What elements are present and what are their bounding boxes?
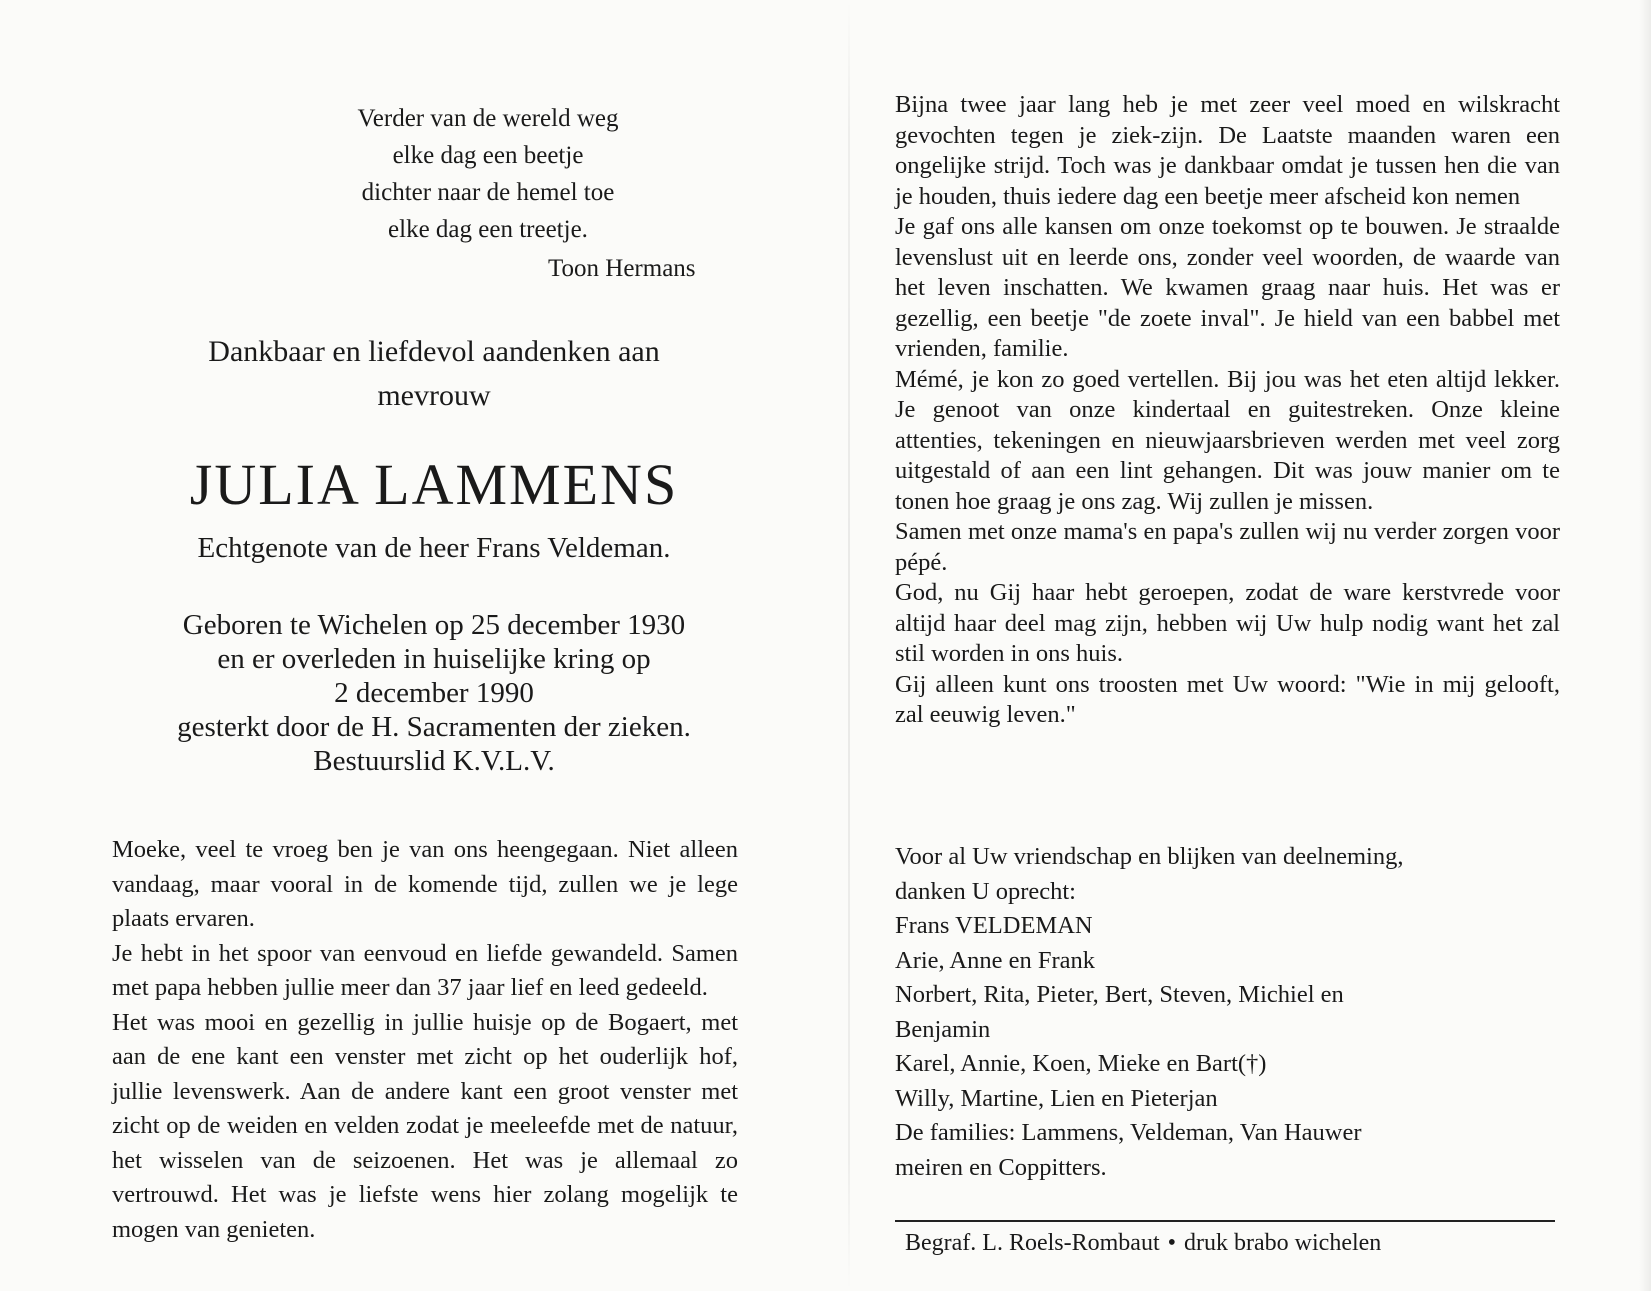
dedication-line: Dankbaar en liefdevol aandenken aan xyxy=(208,335,660,368)
paragraph: God, nu Gij haar hebt geroepen, zodat de ware kerstvrede voor altijd haar deel mag zijn, hebben wij Uw hulp nodig want het zal stil worden in ons huis. xyxy=(895,579,1560,667)
bio-line: 2 december 1990 xyxy=(334,677,534,709)
thanks-line: meiren en Coppitters. xyxy=(895,1153,1107,1181)
thanks-list xyxy=(895,840,1560,1185)
thanks-line: danken U oprecht: xyxy=(895,877,1076,905)
thanks-line: Karel, Annie, Koen, Mieke en Bart(†) xyxy=(895,1050,1267,1077)
paragraph: Samen met onze mama's en papa's zullen wij nu verder zorgen voor pépé. xyxy=(895,518,1560,576)
dedication xyxy=(118,330,750,418)
spouse-line: Echtgenote van de heer Frans Veldeman. xyxy=(197,532,671,564)
paragraph: Mémé, je kon zo goed vertellen. Bij jou was het eten altijd lekker. Je genoot van onze kindertaal en guitestreken. Onze kleine attenties, tekeningen en nieuwjaarsbrieven werden met veel zorg uitgestald of aan een lint gehangen. Dit was jouw manier om te tonen hoe graag je ons zag. Wij zullen je missen. xyxy=(895,365,1560,515)
card-fold xyxy=(848,0,850,1291)
bio-line: gesterkt door de H. Sacramenten der zieken. xyxy=(177,711,691,743)
scan-edge xyxy=(1639,0,1651,1291)
thanks-line: De families: Lammens, Veldeman, Van Hauwer xyxy=(895,1119,1362,1146)
poem-line: Verder van de wereld weg xyxy=(357,105,619,132)
thanks-line: Frans VELDEMAN xyxy=(895,912,1093,939)
paragraph: Moeke, veel te vroeg ben je van ons heengegaan. Niet alleen vandaag, maar vooral in de komende tijd, zullen we je lege plaats ervaren. xyxy=(112,836,738,932)
printer-footer xyxy=(905,1226,1381,1260)
left-text xyxy=(112,833,738,1247)
thanks-line: Benjamin xyxy=(895,1015,991,1043)
funeral-home: Begraf. L. Roels-Rombaut xyxy=(905,1230,1160,1256)
poem-line: elke dag een treetje. xyxy=(388,216,588,243)
right-text xyxy=(895,90,1560,731)
poem-author: Toon Hermans xyxy=(548,255,696,282)
footer-divider xyxy=(895,1220,1555,1222)
right-page xyxy=(895,90,1560,1181)
paragraph: Gij alleen kunt ons troosten met Uw woord: "Wie in mij gelooft, zal eeuwig leven." xyxy=(895,670,1560,728)
thanks-line: Arie, Anne en Frank xyxy=(895,946,1096,974)
bio-line: Bestuurslid K.V.L.V. xyxy=(313,745,555,777)
bullet-separator: • xyxy=(1167,1230,1177,1256)
biography xyxy=(118,608,750,778)
dedication-title: mevrouw xyxy=(377,379,491,412)
paragraph: Je gaf ons alle kansen om onze toekomst op te bouwen. Je straalde levenslust uit en leerde ons, zonder veel woorden, de waarde van het leven inschatten. We kwamen graag naar huis. Het was er gezellig, een beetje "de zoete inval". Je hield van een babbel met vrienden, familie. xyxy=(895,213,1560,362)
poem xyxy=(268,100,708,248)
poem-line: elke dag een beetje xyxy=(392,142,584,169)
deceased-name: JULIA LAMMENS xyxy=(189,452,679,517)
paragraph: Het was mooi en gezellig in jullie huisje op de Bogaert, met aan de ene kant een venster met zicht op het ouderlijk hof, jullie levenswerk. Aan de andere kant een groot venster met zicht op de weiden en velden zodat je meeleefde met de natuur, het wisselen van de seizoenen. Het was je allemaal zo vertrouwd. Het was je liefste wens hier zolang mogelijk te mogen van genieten. xyxy=(112,1008,738,1243)
thanks-line: Voor al Uw vriendschap en blijken van deelneming, xyxy=(895,843,1404,870)
bio-line: en er overleden in huiselijke kring op xyxy=(217,643,651,675)
thanks-line: Willy, Martine, Lien en Pieterjan xyxy=(895,1084,1218,1112)
poem-line: dichter naar de hemel toe xyxy=(361,179,615,206)
paragraph: Bijna twee jaar lang heb je met zeer veel moed en wilskracht gevochten tegen je ziek-zijn. De Laatste maanden waren een ongelijke strijd. Toch was je dankbaar omdat je tussen hen die van je houden, thuis iedere dag een beetje meer afscheid kon nemen xyxy=(895,91,1560,210)
bio-line: Geboren te Wichelen op 25 december 1930 xyxy=(182,609,686,641)
paragraph: Je hebt in het spoor van eenvoud en liefde gewandeld. Samen met papa hebben jullie meer dan 37 jaar lief en leed gedeeld. xyxy=(112,939,738,1001)
printer-name: druk brabo wichelen xyxy=(1184,1230,1382,1256)
thanks-line: Norbert, Rita, Pieter, Bert, Steven, Michiel en xyxy=(895,981,1344,1008)
